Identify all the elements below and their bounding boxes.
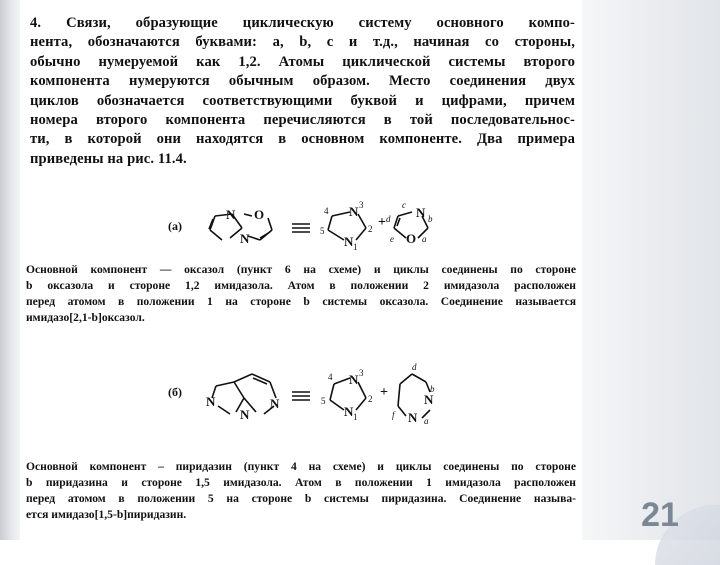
bond bbox=[398, 384, 400, 406]
bond-letter: d bbox=[386, 214, 391, 224]
atom-label: N bbox=[416, 205, 426, 220]
bond bbox=[234, 374, 252, 382]
bond bbox=[334, 378, 350, 384]
paragraph-line: номера второго компонента перечисляются в той последовательнос- bbox=[30, 112, 575, 129]
bond-letter: e bbox=[390, 234, 394, 244]
bond bbox=[356, 228, 366, 240]
scheme-a-diagram bbox=[160, 192, 460, 254]
bond bbox=[244, 214, 252, 216]
bond bbox=[210, 230, 222, 240]
bond bbox=[358, 382, 366, 398]
bond bbox=[412, 374, 426, 382]
bond bbox=[330, 400, 344, 410]
locant-label: 2 bbox=[368, 224, 373, 234]
locant-label: 4 bbox=[324, 206, 329, 216]
atom-label: N bbox=[240, 231, 250, 246]
slide-number: 21 bbox=[641, 496, 679, 534]
paragraph-line: приведены на рис. 11.4. bbox=[30, 150, 187, 167]
bond bbox=[394, 216, 398, 228]
atom-label: O bbox=[406, 231, 417, 246]
plus-sign: + bbox=[380, 385, 388, 400]
paragraph-line: ти, в которой они находятся в основном компоненте. Два примера bbox=[30, 131, 575, 148]
atom-label: N bbox=[349, 204, 359, 219]
caption-b bbox=[26, 459, 576, 523]
paragraph-line: компонента нумеруются обычным образом. Место соединения двух bbox=[30, 73, 575, 90]
caption-line: b оксазола и стороне 1,2 имидазола. Атом в положении 2 имидазола расположен bbox=[26, 279, 576, 292]
bond bbox=[356, 398, 366, 410]
locant-label: 5 bbox=[320, 226, 325, 236]
bond-letter: b bbox=[428, 214, 433, 224]
atom-label: N bbox=[344, 234, 354, 249]
scheme-b-diagram bbox=[160, 362, 460, 432]
paragraph-line: нента, обозначаются буквами: a, b, c и т.д., начиная со стороны, bbox=[30, 34, 575, 51]
locant-label: 2 bbox=[368, 394, 373, 404]
atom-label: N bbox=[408, 410, 418, 425]
bond bbox=[332, 212, 350, 216]
atom-label: N bbox=[226, 207, 236, 222]
caption-a bbox=[26, 262, 576, 326]
atom-label: N bbox=[424, 392, 434, 407]
bond-letter: a bbox=[422, 234, 427, 244]
locant-label: 3 bbox=[359, 200, 364, 210]
atom-label: O bbox=[254, 207, 265, 222]
locant-label: 1 bbox=[353, 242, 358, 252]
bond bbox=[330, 384, 334, 400]
bond-letter: a bbox=[424, 416, 429, 426]
bond bbox=[394, 228, 406, 238]
atom-label: N bbox=[349, 372, 359, 387]
caption-line: перед атомом в положении 1 на стороне b системы оксазола. Соединение называется bbox=[26, 295, 576, 308]
paragraph-line: обычно нумеруемой как 1,2. Атомы циклической системы второго bbox=[30, 53, 575, 70]
bond bbox=[400, 374, 412, 384]
paragraph-line: 4. Связи, образующие циклическую систему основного компо- bbox=[30, 15, 575, 31]
bond bbox=[216, 382, 234, 386]
bond bbox=[268, 218, 272, 230]
scanned-page bbox=[20, 0, 582, 540]
locant-label: 5 bbox=[321, 396, 326, 406]
bond bbox=[358, 214, 366, 228]
caption-line: перед атомом в положении 5 на стороне b системы пиридазина. Соединение называ- bbox=[26, 492, 576, 505]
atom-label: N bbox=[206, 394, 216, 409]
bond bbox=[234, 382, 244, 398]
atom-label: N bbox=[240, 407, 250, 422]
caption-line: Основной компонент – пиридазин (пункт 4 на схеме) и циклы соединены по стороне bbox=[26, 460, 576, 473]
caption-line: b пиридазина и стороне 1,5 имидазола. Атом в положении 1 имидазола расположен bbox=[26, 476, 576, 489]
rule-paragraph bbox=[30, 14, 575, 169]
bond-letter: c bbox=[402, 200, 406, 210]
bond bbox=[328, 230, 344, 240]
slide-frame-left bbox=[0, 0, 20, 540]
atom-label: N bbox=[344, 404, 354, 419]
bond-letter: b bbox=[430, 384, 435, 394]
caption-line: ется имидазо[1,5-b]пиридазин. bbox=[26, 508, 187, 521]
paragraph-line: циклов обозначается соответствующими буквой и цифрами, причем bbox=[30, 92, 575, 109]
locant-label: 4 bbox=[328, 372, 333, 382]
bond-letter: f bbox=[392, 410, 395, 420]
caption-line: Основной компонент — оксазол (пункт 6 на схеме) и циклы соединены по стороне bbox=[26, 263, 576, 276]
locant-label: 3 bbox=[359, 368, 364, 378]
bond bbox=[218, 406, 230, 414]
bond bbox=[260, 232, 270, 238]
bond bbox=[398, 212, 412, 216]
bond bbox=[328, 216, 332, 230]
bond bbox=[398, 406, 406, 416]
atom-label: N bbox=[270, 396, 280, 411]
bond-letter: d bbox=[412, 362, 417, 372]
bond bbox=[248, 236, 260, 240]
slide-frame-right bbox=[582, 0, 720, 540]
caption-line: имидазо[2,1-b]оксазол. bbox=[26, 311, 145, 324]
scheme-a-label: (a) bbox=[168, 219, 182, 233]
scheme-b-label: (б) bbox=[168, 385, 182, 399]
plus-sign: + bbox=[378, 215, 386, 230]
locant-label: 1 bbox=[353, 412, 358, 422]
